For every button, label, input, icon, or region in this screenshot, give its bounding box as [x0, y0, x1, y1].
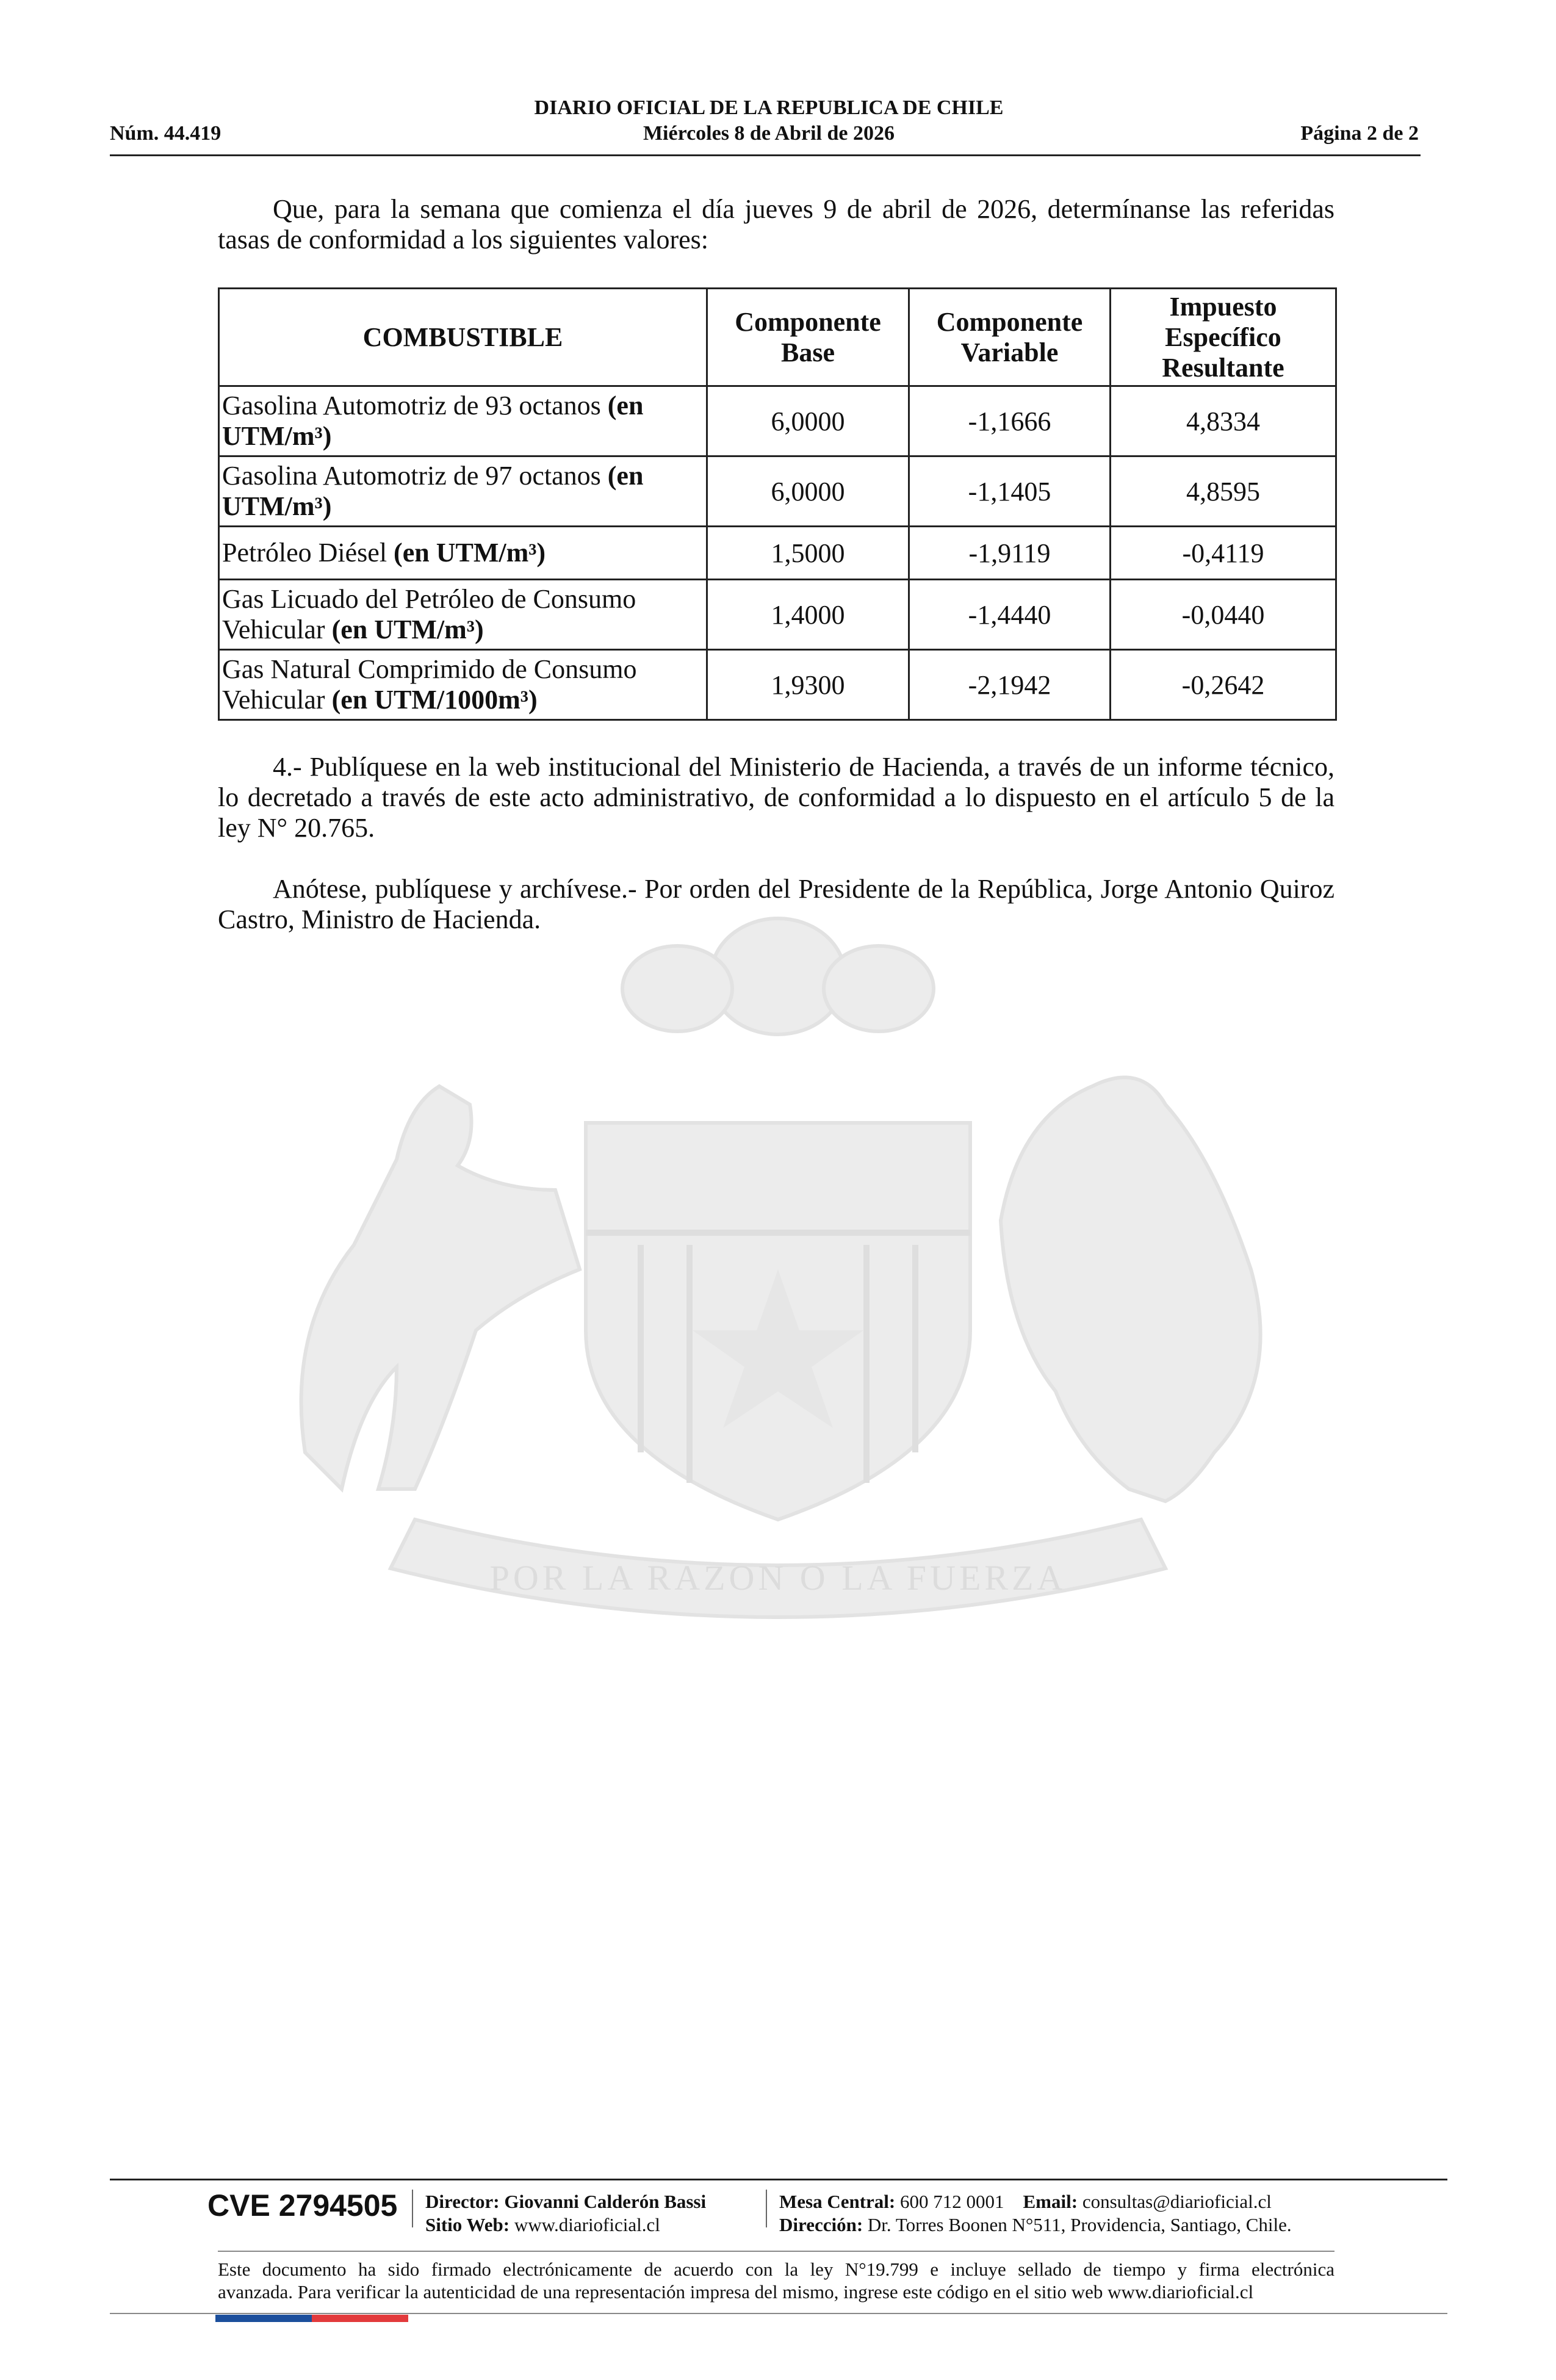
tax-cell: -0,0440	[1111, 580, 1336, 650]
fuel-unit: (en UTM/m³)	[394, 538, 546, 568]
condor-figure	[1001, 1077, 1261, 1501]
plume-left	[622, 946, 732, 1031]
huemul-figure	[301, 1086, 580, 1489]
variable-cell: -1,1405	[909, 456, 1111, 527]
tax-cell: 4,8334	[1111, 386, 1336, 456]
email-label: Email:	[1023, 2191, 1078, 2212]
header-impuesto-especifico: Impuesto Específico Resultante	[1111, 289, 1336, 386]
table-row	[219, 650, 1336, 720]
issue-number: Núm. 44.419	[110, 122, 222, 145]
tax-cell: -0,4119	[1111, 527, 1336, 580]
fuel-cell	[219, 580, 707, 650]
header-componente-variable: Componente Variable	[909, 289, 1111, 386]
variable-cell: -2,1942	[909, 650, 1111, 720]
website-value: www.diarioficial.cl	[514, 2214, 660, 2235]
table-row	[219, 456, 1336, 527]
publication-title: DIARIO OFICIAL DE LA REPUBLICA DE CHILE	[534, 96, 1004, 119]
motto-text: POR LA RAZON O LA FUERZA	[489, 1558, 1067, 1598]
footer-separator	[766, 2190, 767, 2227]
table-row	[219, 386, 1336, 456]
intro-paragraph: Que, para la semana que comienza el día jueves 9 de abril de 2026, determínanse las referidas tasas de conformidad a los siguientes valores:	[218, 194, 1334, 254]
address-label: Dirección:	[779, 2214, 863, 2235]
header-componente-base: Componente Base	[707, 289, 909, 386]
publication-date: Miércoles 8 de Abril de 2026	[643, 122, 895, 145]
cve-code: CVE 2794505	[207, 2188, 398, 2223]
variable-cell: -1,9119	[909, 527, 1111, 580]
variable-cell: -1,1666	[909, 386, 1111, 456]
header-combustible: COMBUSTIBLE	[219, 289, 707, 386]
base-cell: 1,5000	[707, 527, 909, 580]
base-cell: 1,9300	[707, 650, 909, 720]
phone-value: 600 712 0001	[900, 2191, 1004, 2212]
table-row	[219, 580, 1336, 650]
address-value: Dr. Torres Boonen N°511, Providencia, Santiago, Chile.	[867, 2214, 1292, 2235]
fuel-cell	[219, 650, 707, 720]
phone-label: Mesa Central:	[779, 2191, 896, 2212]
paragraph-4: 4.- Publíquese en la web institucional del Ministerio de Hacienda, a través de un informe técnico, lo decretado a través de este acto administrativo, de conformidad a lo dispuesto en el artículo 5 de la ley N° 20.765.	[218, 752, 1334, 843]
footer-contact-block	[779, 2190, 1292, 2237]
website-label: Sitio Web:	[425, 2214, 510, 2235]
footer-separator	[412, 2190, 413, 2227]
footer-top-rule	[110, 2179, 1447, 2180]
fuel-name: Gas Natural Comprimido de Consumo Vehicular	[222, 654, 637, 715]
footer-director-block	[425, 2190, 706, 2237]
plume-right	[824, 946, 934, 1031]
closing-paragraph: Anótese, publíquese y archívese.- Por orden del Presidente de la República, Jorge Antonio Quiroz Castro, Ministro de Hacienda.	[218, 874, 1334, 934]
fuel-unit: (en UTM/m³)	[222, 461, 644, 521]
fuel-unit: (en UTM/m³)	[331, 615, 484, 644]
base-cell: 6,0000	[707, 456, 909, 527]
fuel-unit: (en UTM/m³)	[222, 391, 644, 451]
fuel-cell	[219, 527, 707, 580]
fuel-tax-table	[218, 287, 1337, 721]
fuel-unit: (en UTM/1000m³)	[331, 685, 538, 715]
header-divider	[110, 154, 1421, 156]
flag-bar-blue	[215, 2315, 312, 2322]
fuel-name: Gasolina Automotriz de 93 octanos	[222, 391, 608, 420]
legal-line-2: avanzada. Para verificar la autenticidad de una representación impresa del mismo, ingrese este código en el sitio web www.diarioficial.cl	[218, 2281, 1254, 2302]
table-row	[219, 527, 1336, 580]
base-cell: 6,0000	[707, 386, 909, 456]
fuel-name: Petróleo Diésel	[222, 538, 394, 568]
base-cell: 1,4000	[707, 580, 909, 650]
variable-cell: -1,4440	[909, 580, 1111, 650]
page-number: Página 2 de 2	[1300, 122, 1419, 145]
email-value: consultas@diarioficial.cl	[1082, 2191, 1272, 2212]
director-label: Director:	[425, 2191, 500, 2212]
tax-cell: 4,8595	[1111, 456, 1336, 527]
footer-bottom-rule	[110, 2313, 1447, 2314]
table-header-row	[219, 289, 1336, 386]
director-name: Giovanni Calderón Bassi	[504, 2191, 707, 2212]
coat-of-arms-watermark	[214, 903, 1342, 1672]
fuel-cell	[219, 386, 707, 456]
fuel-name: Gasolina Automotriz de 97 octanos	[222, 461, 608, 491]
flag-bar-red	[312, 2315, 408, 2322]
fuel-cell	[219, 456, 707, 527]
fuel-name: Gas Licuado del Petróleo de Consumo Vehicular	[222, 584, 636, 644]
legal-line-1: Este documento ha sido firmado electrónicamente de acuerdo con la ley N°19.799 e incluye sellado de tiempo y firma electrónica	[218, 2259, 1334, 2280]
legal-notice	[218, 2258, 1334, 2303]
tax-cell: -0,2642	[1111, 650, 1336, 720]
footer-mid-rule	[218, 2251, 1334, 2252]
